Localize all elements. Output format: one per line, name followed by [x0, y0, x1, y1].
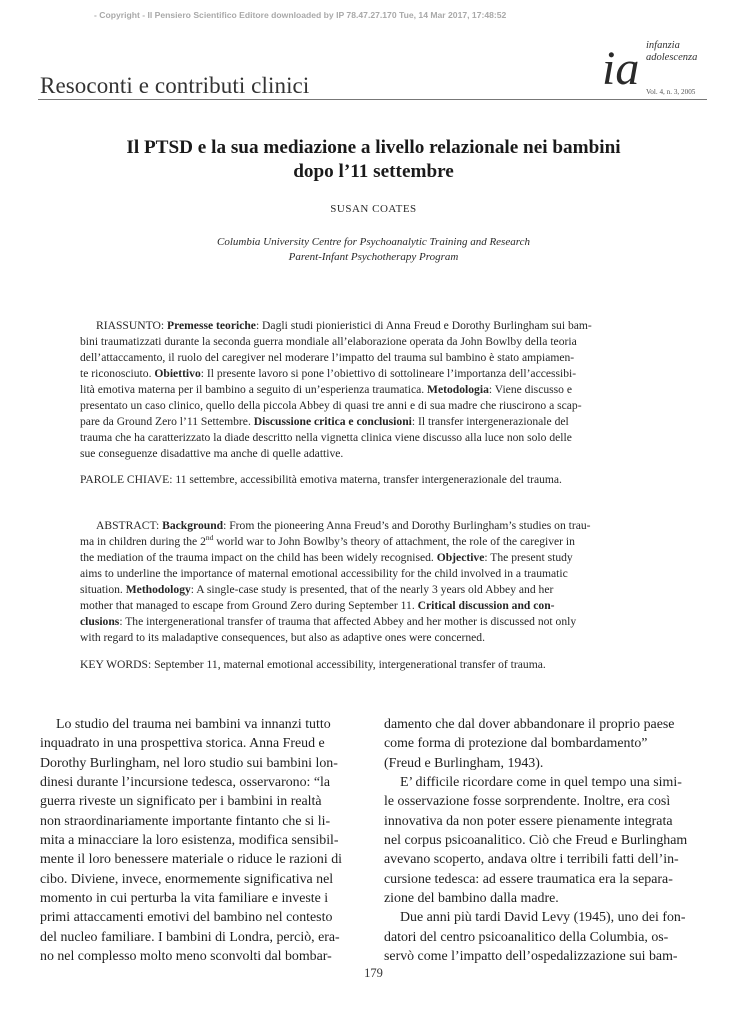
title-line-2: dopo l’11 settembre	[293, 161, 454, 182]
abstract-line: the mediation of the trauma impact on the child has been widely recognised. Objective: The present study	[80, 551, 573, 564]
body-line: datori del centro psicoanalitico della Columbia, os-	[384, 929, 669, 945]
body-line: del nucleo familiare. I bambini di Londra, perciò, era-	[40, 929, 340, 945]
body-column-right	[384, 715, 707, 966]
journal-name	[646, 40, 697, 64]
body-line: le osservazione fosse sorprendente. Inoltre, era così	[384, 794, 671, 810]
riassunto-heading: Premesse teoriche	[166, 319, 256, 332]
key-words: KEY WORDS: September 11, maternal emotional accessibility, intergenerational transfer of trauma.	[80, 658, 546, 671]
abstract-line: with regard to its maladaptive consequences, but also as adaptive ones were concerned.	[80, 631, 485, 644]
riassunto-line: pare da Ground Zero l’11 Settembre. Discussione critica e conclusioni: Il transfer intergenerazionale del	[80, 415, 569, 428]
abstract-heading: Background	[162, 519, 224, 532]
riassunto-line: presentato un caso clinico, quello della piccola Abbey di quasi tre anni e di sua madre che riuscirono a scap-	[80, 399, 582, 412]
journal-logo	[600, 40, 640, 98]
abstract-line: ABSTRACT: Background: From the pioneering Anna Freud’s and Dorothy Burlingham’s studies on trau-	[96, 519, 591, 532]
riassunto-line: trauma che ha caratterizzato la diade descritto nella vignetta clinica viene discusso alla luce non solo delle	[80, 431, 572, 444]
riassunto-heading: Obiettivo	[154, 367, 201, 380]
abstract-heading: clusions	[80, 615, 120, 628]
author: SUSAN COATES	[330, 203, 417, 215]
parole-chiave: PAROLE CHIAVE: 11 settembre, accessibilità emotiva materna, transfer intergenerazionale del trauma.	[80, 473, 562, 486]
body-line: come forma di protezione dal bombardamento”	[384, 736, 648, 752]
abstract-line: mother that managed to escape from Ground Zero during September 11. Critical discussion and con-	[80, 599, 555, 612]
body-column-left	[40, 715, 363, 966]
page-number: 179	[364, 966, 383, 980]
body-line: Dorothy Burlingham, nel loro studio sui bambini lon-	[40, 755, 338, 771]
abstract-line: aims to underline the importance of maternal emotional accessibility for the child involved in a traumatic	[80, 567, 568, 580]
body-line: guerra riveste un significato per i bambini in realtà	[40, 794, 322, 810]
abstract-heading: Critical discussion and con-	[417, 599, 555, 612]
body-line: mente il loro benessere materiale o riduce le razioni di	[40, 852, 342, 868]
body-line: zione del bambino dalla madre.	[384, 891, 559, 907]
section-title: Resoconti e contributi clinici	[40, 73, 310, 98]
body-line: nel corpus psicoanalitico. Ciò che Freud e Burlingham	[384, 833, 688, 849]
riassunto-heading: Metodologia	[427, 383, 489, 396]
riassunto	[80, 318, 666, 462]
riassunto-line: sue conseguenze disadattive ma anche di quelle adattive.	[80, 447, 344, 460]
journal-name-line1: infanzia	[646, 40, 680, 51]
body-line: momento in cui perturba la vita familiare e investe i	[40, 891, 329, 907]
copyright-notice: - Copyright - Il Pensiero Scientifico Editore downloaded by IP 78.47.27.170 Tue, 14 Mar 2017, 17:48:52	[94, 10, 507, 20]
journal-name-line2: adolescenza	[646, 52, 698, 63]
body-line: no nel complesso molto meno sconvolti dal bombar-	[40, 949, 332, 965]
body-line: dinesi durante l’incursione tedesca, osservarono: “la	[40, 775, 331, 791]
body-line: mita a minacciare la loro esistenza, modifica sensibil-	[40, 833, 339, 849]
body-line: innovativa da non poter essere pienamente integrata	[384, 813, 673, 829]
volume-info: Vol. 4, n. 3, 2005	[646, 88, 696, 96]
riassunto-line: lità emotiva materna per il bambino a seguito di un’esperienza traumatica. Metodologia: Viene discusso e	[80, 383, 573, 396]
abstract-line: situation. Methodology: A single-case study is presented, that of the nearly 3 years old Abbey and her	[80, 583, 554, 596]
body-line: avevano scoperto, andava oltre i terribili fatti dell’in-	[384, 852, 679, 868]
body-line: Due anni più tardi David Levy (1945), uno dei fon-	[400, 910, 686, 926]
body-line: damento che dal dover abbandonare il proprio paese	[384, 717, 675, 732]
body-line: Lo studio del trauma nei bambini va innanzi tutto	[56, 717, 331, 732]
abstract-line: clusions: The intergenerational transfer of trauma that affected Abbey and her mother is discussed not only	[80, 615, 577, 628]
body-line: primi attaccamenti emotivi del bambino nel contesto	[40, 910, 333, 926]
header-rule	[38, 99, 707, 100]
body-line: servò come l’impatto dell’ospedalizzazione sui bam-	[384, 949, 678, 965]
abstract	[80, 518, 666, 646]
affiliation-line-2: Parent-Infant Psychotherapy Program	[288, 251, 459, 263]
riassunto-heading: Discussione critica e conclusioni	[253, 415, 412, 428]
affiliation-line-1: Columbia University Centre for Psychoanalytic Training and Research	[217, 236, 530, 248]
title-line-1: Il PTSD e la sua mediazione a livello relazionale nei bambini	[126, 137, 621, 158]
body-line: cursione tedesca: ad essere traumatica era la separa-	[384, 871, 673, 887]
affiliation	[40, 235, 707, 265]
body-line: cibo. Diviene, invece, enormemente significativa nel	[40, 871, 334, 887]
riassunto-line: bini traumatizzati durante la seconda guerra mondiale all’elaborazione operata da John Bowlby della teoria	[80, 335, 577, 348]
body-line: E’ difficile ricordare come in quel tempo una simi-	[400, 775, 682, 791]
body-line: inquadrato in una prospettiva storica. Anna Freud e	[40, 736, 325, 752]
abstract-heading: Objective	[436, 551, 485, 564]
riassunto-line: dell’attaccamento, il ruolo del caregiver nel moderare l’impatto del trauma sul bambino è stato ampiamen-	[80, 351, 575, 364]
body-line: (Freud e Burlingham, 1943).	[384, 755, 544, 771]
abstract-line: ma in children during the 2nd world war to John Bowlby’s theory of attachment, the role of the caregiver in	[80, 533, 575, 548]
body-line: non straordinariamente importante fintanto che si li-	[40, 813, 331, 829]
riassunto-line: te riconosciuto. Obiettivo: Il presente lavoro si pone l’obiettivo di sottolineare l’importanza dell’accessibi-	[80, 367, 577, 380]
logo-letters: ia	[602, 42, 640, 95]
article-title	[40, 136, 707, 184]
riassunto-line: RIASSUNTO: Premesse teoriche: Dagli studi pionieristici di Anna Freud e Dorothy Burlingham sui bam-	[96, 319, 592, 332]
abstract-heading: Methodology	[125, 583, 191, 596]
